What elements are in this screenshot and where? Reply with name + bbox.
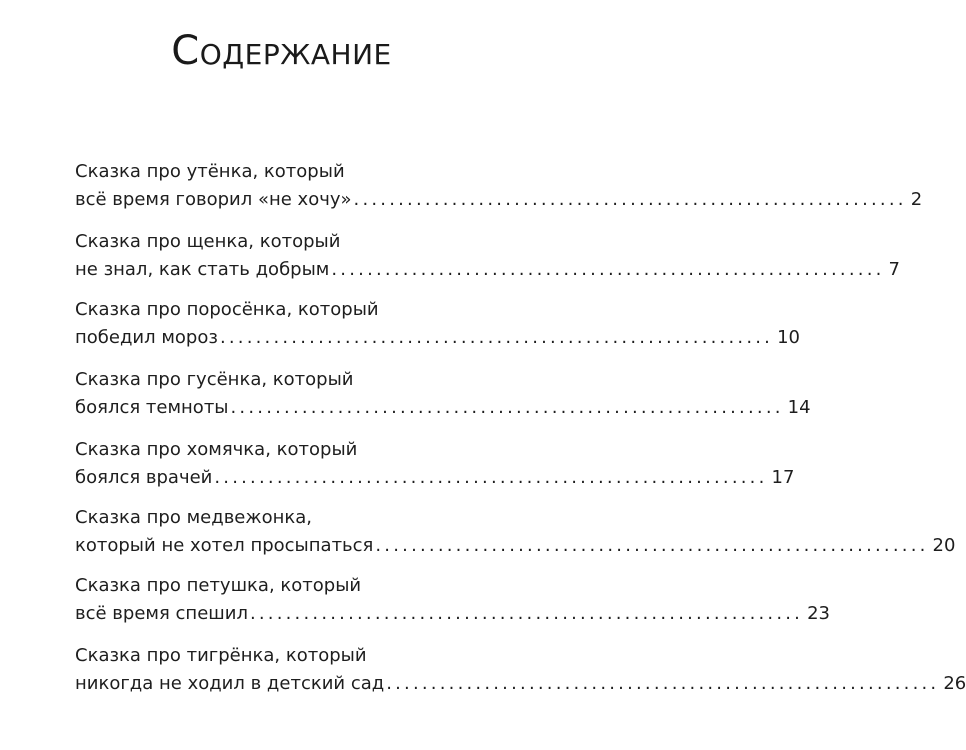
page-number: 23: [807, 603, 831, 624]
entry-title-line2: всё время говорил «не хочу»: [75, 189, 352, 210]
entry-title-line1: Сказка про петушка, который: [75, 575, 362, 596]
page-number: 10: [777, 327, 800, 348]
dot-leader: ..............................................................: [331, 259, 885, 280]
toc-entry: [75, 572, 831, 628]
entry-title-line1: Сказка про утёнка, который: [75, 161, 345, 182]
dot-leader: ..............................................................: [353, 189, 907, 210]
page-number: 26: [943, 673, 966, 694]
toc-entry: [75, 158, 923, 214]
entry-title-line2-row: [75, 324, 800, 352]
entry-title-line2-row: [75, 532, 956, 560]
entry-title-line2: всё время спешил: [75, 603, 248, 624]
page-number: 14: [787, 397, 811, 418]
entry-title-line2-row: [75, 670, 966, 698]
entry-title-line2-row: [75, 256, 900, 284]
dot-leader: ..............................................................: [214, 467, 768, 488]
entry-title-line2: победил мороз: [75, 327, 218, 348]
entry-title-line1: Сказка про гусёнка, который: [75, 369, 354, 390]
entry-title-line1: Сказка про медвежонка,: [75, 507, 312, 528]
entry-title-line2: боялся врачей: [75, 467, 213, 488]
entry-title-line2-row: [75, 464, 795, 492]
entry-title-line2-row: [75, 394, 811, 422]
dot-leader: ..............................................................: [230, 397, 784, 418]
toc-entry: [75, 436, 795, 492]
entry-title-line2-row: [75, 600, 831, 628]
entry-title-line2: боялся темноты: [75, 397, 229, 418]
toc-entry: [75, 366, 811, 422]
entry-title-line2: никогда не ходил в детский сад: [75, 673, 385, 694]
page-number: 2: [910, 189, 923, 210]
dot-leader: ..............................................................: [219, 327, 774, 348]
toc-entry: [75, 296, 800, 352]
entry-title-line1: Сказка про поросёнка, который: [75, 299, 379, 320]
page-number: 7: [888, 259, 900, 280]
dot-leader: ..............................................................: [386, 673, 940, 694]
entry-title-line1: Сказка про тигрёнка, который: [75, 645, 367, 666]
entry-title-line1: Сказка про хомячка, который: [75, 439, 358, 460]
page-title: Содержание: [171, 28, 392, 74]
page-number: 17: [771, 467, 795, 488]
entry-title-line2: который не хотел просыпаться: [75, 535, 374, 556]
entry-title-line1: Сказка про щенка, который: [75, 231, 341, 252]
dot-leader: ..............................................................: [375, 535, 929, 556]
toc-entry: [75, 642, 966, 698]
page-number: 20: [932, 535, 956, 556]
entry-title-line2-row: [75, 186, 923, 214]
toc-entry: [75, 504, 956, 560]
toc-entry: [75, 228, 900, 284]
dot-leader: ..............................................................: [249, 603, 804, 624]
entry-title-line2: не знал, как стать добрым: [75, 259, 330, 280]
